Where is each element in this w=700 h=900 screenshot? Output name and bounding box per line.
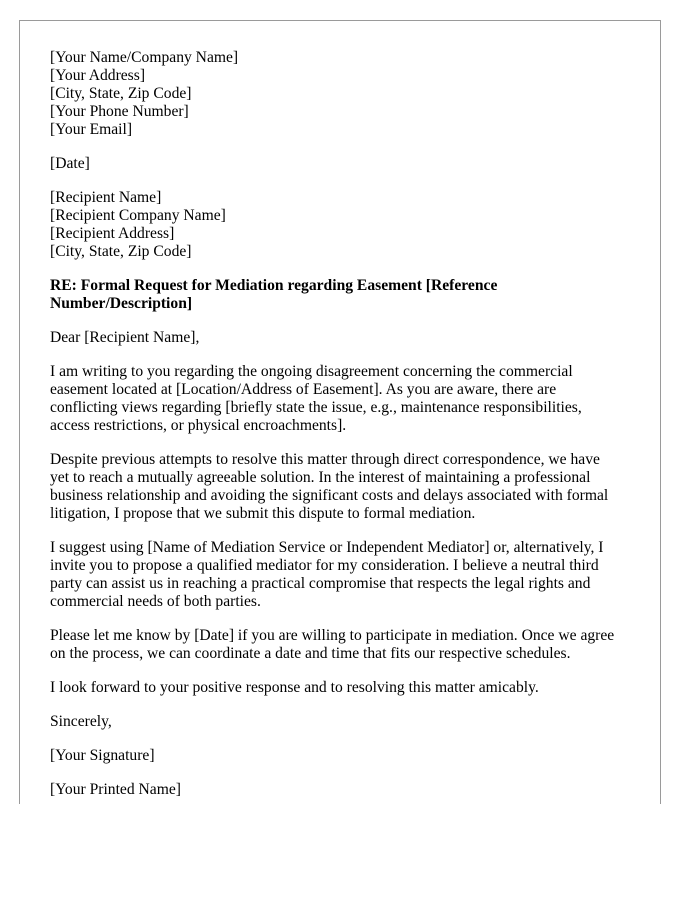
closing: Sincerely, xyxy=(50,713,112,730)
paragraph-line: litigation, I propose that we submit this dispute to formal mediation. xyxy=(50,505,476,522)
paragraph-line: invite you to propose a qualified mediator for my consideration. I believe a neutral third xyxy=(50,557,599,574)
paragraph-line: I look forward to your positive response and to resolving this matter amicably. xyxy=(50,679,539,696)
paragraph-line: conflicting views regarding [briefly state the issue, e.g., maintenance responsibilities, xyxy=(50,399,582,416)
sender-block xyxy=(50,49,635,139)
printed-name: [Your Printed Name] xyxy=(50,781,181,798)
paragraph-line: on the process, we can coordinate a date and time that fits our respective schedules. xyxy=(50,645,571,662)
body-paragraph-2 xyxy=(50,451,635,523)
sender-phone: [Your Phone Number] xyxy=(50,103,189,120)
sender-address: [Your Address] xyxy=(50,67,146,84)
paragraph-line: I am writing to you regarding the ongoing disagreement concerning the commercial xyxy=(50,363,573,380)
subject-line-1: RE: Formal Request for Mediation regarding Easement [Reference xyxy=(50,277,498,294)
paragraph-line: access restrictions, or physical encroachments]. xyxy=(50,417,347,434)
paragraph-line: I suggest using [Name of Mediation Service or Independent Mediator] or, alternatively, I xyxy=(50,539,604,556)
recipient-city-state-zip: [City, State, Zip Code] xyxy=(50,243,192,260)
recipient-address: [Recipient Address] xyxy=(50,225,175,242)
letter-page xyxy=(19,20,661,804)
letter-date: [Date] xyxy=(50,155,90,172)
paragraph-line: yet to reach a mutually agreeable solution. In the interest of maintaining a professional xyxy=(50,469,591,486)
salutation: Dear [Recipient Name], xyxy=(50,329,200,346)
signature-placeholder: [Your Signature] xyxy=(50,747,155,764)
paragraph-line: business relationship and avoiding the significant costs and delays associated with formal xyxy=(50,487,609,504)
letter-content xyxy=(50,49,635,804)
body-paragraph-1 xyxy=(50,363,635,435)
paragraph-line: easement located at [Location/Address of Easement]. As you are aware, there are xyxy=(50,381,557,398)
paragraph-line: Please let me know by [Date] if you are willing to participate in mediation. Once we agree xyxy=(50,627,615,644)
body-paragraph-5 xyxy=(50,679,635,697)
recipient-name: [Recipient Name] xyxy=(50,189,162,206)
paragraph-line: Despite previous attempts to resolve this matter through direct correspondence, we have xyxy=(50,451,600,468)
body-paragraph-4 xyxy=(50,627,635,663)
date-block xyxy=(50,155,635,173)
subject-line xyxy=(50,277,635,313)
body-paragraph-3 xyxy=(50,539,635,611)
sender-email: [Your Email] xyxy=(50,121,133,138)
sender-city-state-zip: [City, State, Zip Code] xyxy=(50,85,192,102)
recipient-block xyxy=(50,189,635,261)
subject-line-2: Number/Description] xyxy=(50,295,193,312)
paragraph-line: party can assist us in reaching a practical compromise that respects the legal rights and xyxy=(50,575,591,592)
sender-name: [Your Name/Company Name] xyxy=(50,49,239,66)
recipient-company: [Recipient Company Name] xyxy=(50,207,226,224)
paragraph-line: commercial needs of both parties. xyxy=(50,593,261,610)
